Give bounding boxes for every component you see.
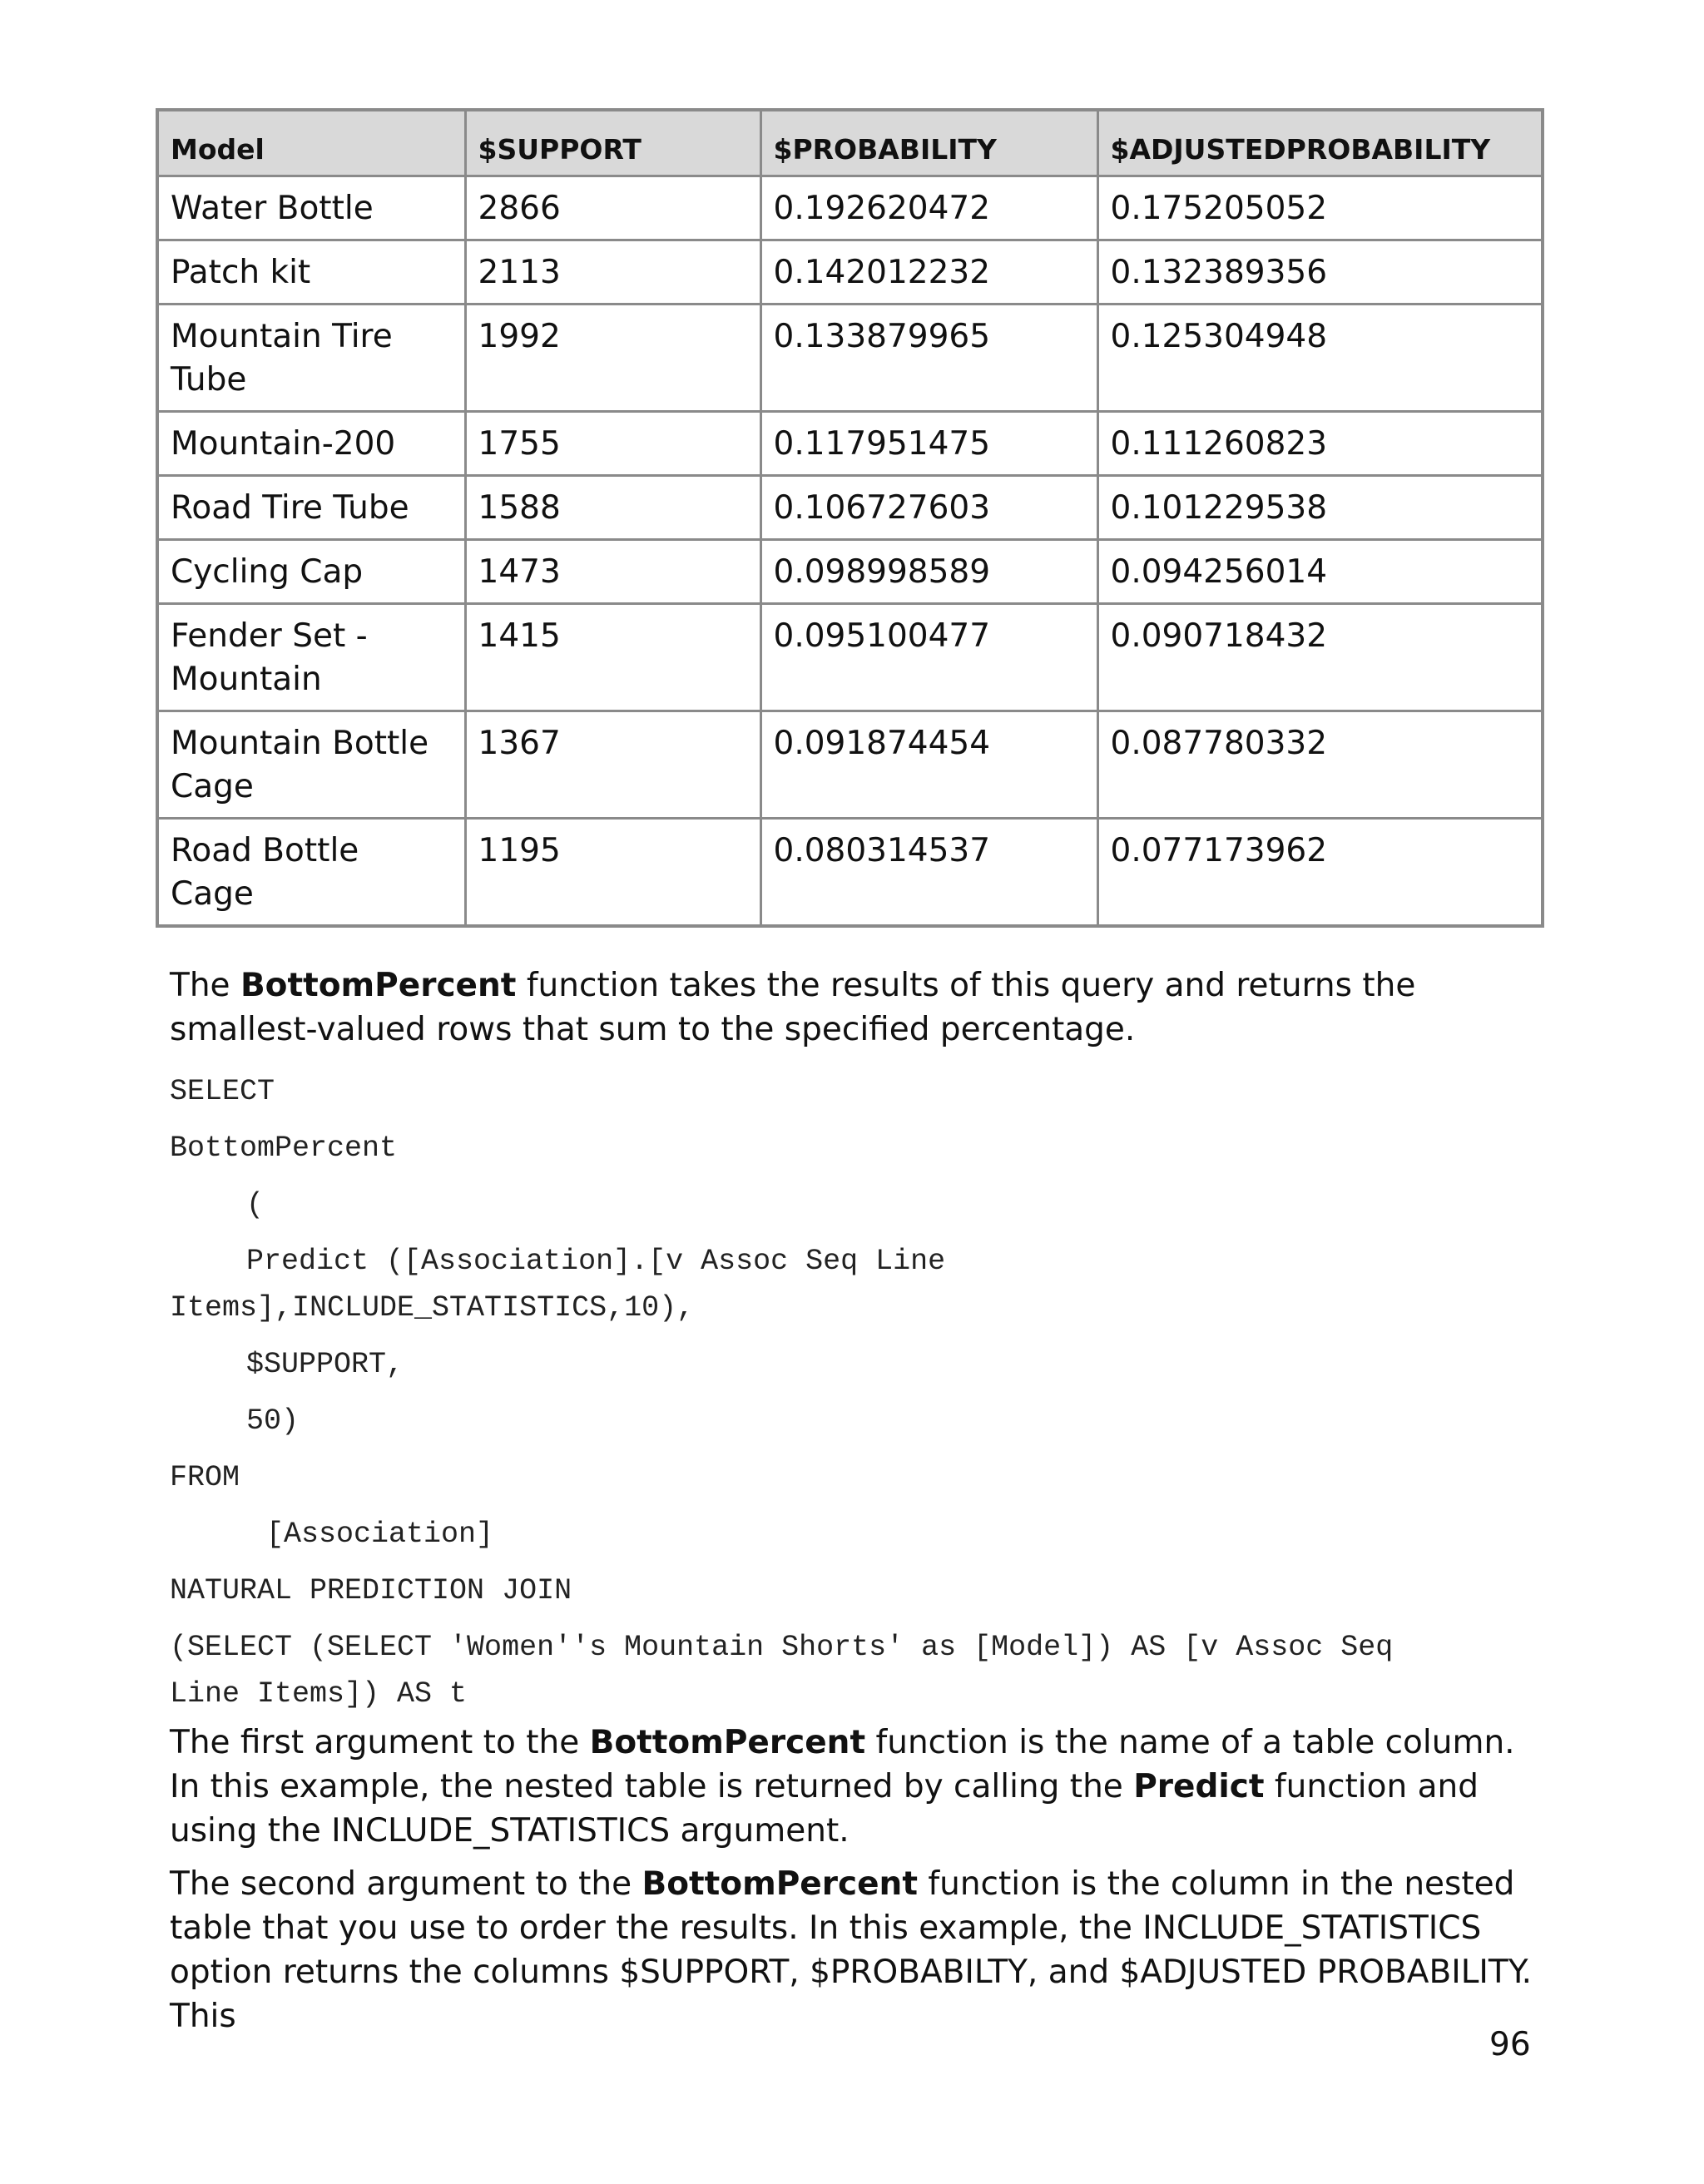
header-support: $SUPPORT bbox=[465, 110, 760, 176]
cell-adjusted-probability: 0.125304948 bbox=[1097, 305, 1543, 412]
text-run: function is the column in the nested table that you use to order the results. In this example, the INCLUDE_STATISTICS option returns the columns $SUPPORT, $PROBABILTY, and $ADJUSTED PROBABILITY. This bbox=[170, 1865, 1533, 2035]
cell-support: 2113 bbox=[465, 240, 760, 305]
code-line: BottomPercent bbox=[170, 1132, 398, 1165]
cell-probability: 0.095100477 bbox=[760, 604, 1097, 711]
cell-model: Road Bottle Cage bbox=[157, 819, 465, 927]
cell-model: Patch kit bbox=[157, 240, 465, 305]
table-row bbox=[157, 819, 1543, 927]
cell-probability: 0.106727603 bbox=[760, 476, 1097, 540]
text-run: function is the name of a table column. In this example, the nested table is returned by calling the bbox=[170, 1724, 1515, 1805]
intro-paragraph bbox=[170, 963, 1551, 1052]
cell-model: Road Tire Tube bbox=[157, 476, 465, 540]
table-row bbox=[157, 412, 1543, 476]
cell-probability: 0.117951475 bbox=[760, 412, 1097, 476]
cell-model: Mountain Bottle Cage bbox=[157, 711, 465, 819]
text-run: The first argument to the bbox=[170, 1724, 590, 1761]
table-row bbox=[157, 305, 1543, 412]
cell-model: Fender Set - Mountain bbox=[157, 604, 465, 711]
cell-support: 1473 bbox=[465, 540, 760, 604]
table-row bbox=[157, 240, 1543, 305]
cell-support: 1992 bbox=[465, 305, 760, 412]
cell-probability: 0.080314537 bbox=[760, 819, 1097, 927]
cell-adjusted-probability: 0.090718432 bbox=[1097, 604, 1543, 711]
code-line: $SUPPORT, bbox=[246, 1348, 404, 1381]
cell-adjusted-probability: 0.101229538 bbox=[1097, 476, 1543, 540]
cell-probability: 0.091874454 bbox=[760, 711, 1097, 819]
cell-probability: 0.192620472 bbox=[760, 176, 1097, 240]
cell-adjusted-probability: 0.132389356 bbox=[1097, 240, 1543, 305]
table-row bbox=[157, 711, 1543, 819]
cell-support: 1195 bbox=[465, 819, 760, 927]
cell-probability: 0.098998589 bbox=[760, 540, 1097, 604]
text-run: function and using the INCLUDE_STATISTICS argument. bbox=[170, 1768, 1479, 1850]
table-row bbox=[157, 540, 1543, 604]
table-row bbox=[157, 476, 1543, 540]
code-line: ( bbox=[246, 1188, 265, 1221]
function-name: BottomPercent bbox=[641, 1865, 918, 1903]
cell-adjusted-probability: 0.094256014 bbox=[1097, 540, 1543, 604]
code-line: [Association] bbox=[266, 1518, 494, 1551]
cell-support: 1755 bbox=[465, 412, 760, 476]
code-line: Predict ([Association].[v Assoc Seq Line bbox=[246, 1245, 946, 1278]
first-argument-paragraph bbox=[170, 1721, 1551, 1853]
cell-adjusted-probability: 0.111260823 bbox=[1097, 412, 1543, 476]
cell-support: 1367 bbox=[465, 711, 760, 819]
cell-probability: 0.142012232 bbox=[760, 240, 1097, 305]
code-line: (SELECT (SELECT 'Women''s Mountain Shorts' as [Model]) AS [v Assoc Seq bbox=[170, 1631, 1394, 1664]
header-probability: $PROBABILITY bbox=[760, 110, 1097, 176]
code-line: FROM bbox=[170, 1461, 240, 1494]
function-name: Predict bbox=[1133, 1768, 1265, 1805]
code-line: SELECT bbox=[170, 1075, 275, 1108]
second-argument-paragraph bbox=[170, 1862, 1551, 2038]
table-row bbox=[157, 604, 1543, 711]
text-run: The bbox=[170, 967, 240, 1004]
cell-model: Mountain Tire Tube bbox=[157, 305, 465, 412]
function-name: BottomPercent bbox=[240, 967, 517, 1004]
function-name: BottomPercent bbox=[589, 1724, 866, 1761]
text-run: function takes the results of this query and returns the smallest-valued rows that sum to the specified percentage. bbox=[170, 967, 1416, 1048]
cell-support: 1415 bbox=[465, 604, 760, 711]
cell-model: Water Bottle bbox=[157, 176, 465, 240]
cell-model: Mountain-200 bbox=[157, 412, 465, 476]
cell-support: 2866 bbox=[465, 176, 760, 240]
code-line: Line Items]) AS t bbox=[170, 1677, 468, 1711]
table-header-row bbox=[157, 110, 1543, 176]
statistics-table bbox=[156, 108, 1544, 928]
code-line: 50) bbox=[246, 1404, 300, 1438]
text-run: The second argument to the bbox=[170, 1865, 642, 1903]
cell-adjusted-probability: 0.077173962 bbox=[1097, 819, 1543, 927]
cell-probability: 0.133879965 bbox=[760, 305, 1097, 412]
table-row bbox=[157, 176, 1543, 240]
page-number: 96 bbox=[1489, 2026, 1531, 2063]
cell-adjusted-probability: 0.175205052 bbox=[1097, 176, 1543, 240]
code-line: Items],INCLUDE_STATISTICS,10), bbox=[170, 1291, 695, 1325]
code-line: NATURAL PREDICTION JOIN bbox=[170, 1574, 572, 1607]
header-adjusted-probability: $ADJUSTEDPROBABILITY bbox=[1097, 110, 1543, 176]
cell-model: Cycling Cap bbox=[157, 540, 465, 604]
header-model: Model bbox=[157, 110, 465, 176]
cell-adjusted-probability: 0.087780332 bbox=[1097, 711, 1543, 819]
cell-support: 1588 bbox=[465, 476, 760, 540]
